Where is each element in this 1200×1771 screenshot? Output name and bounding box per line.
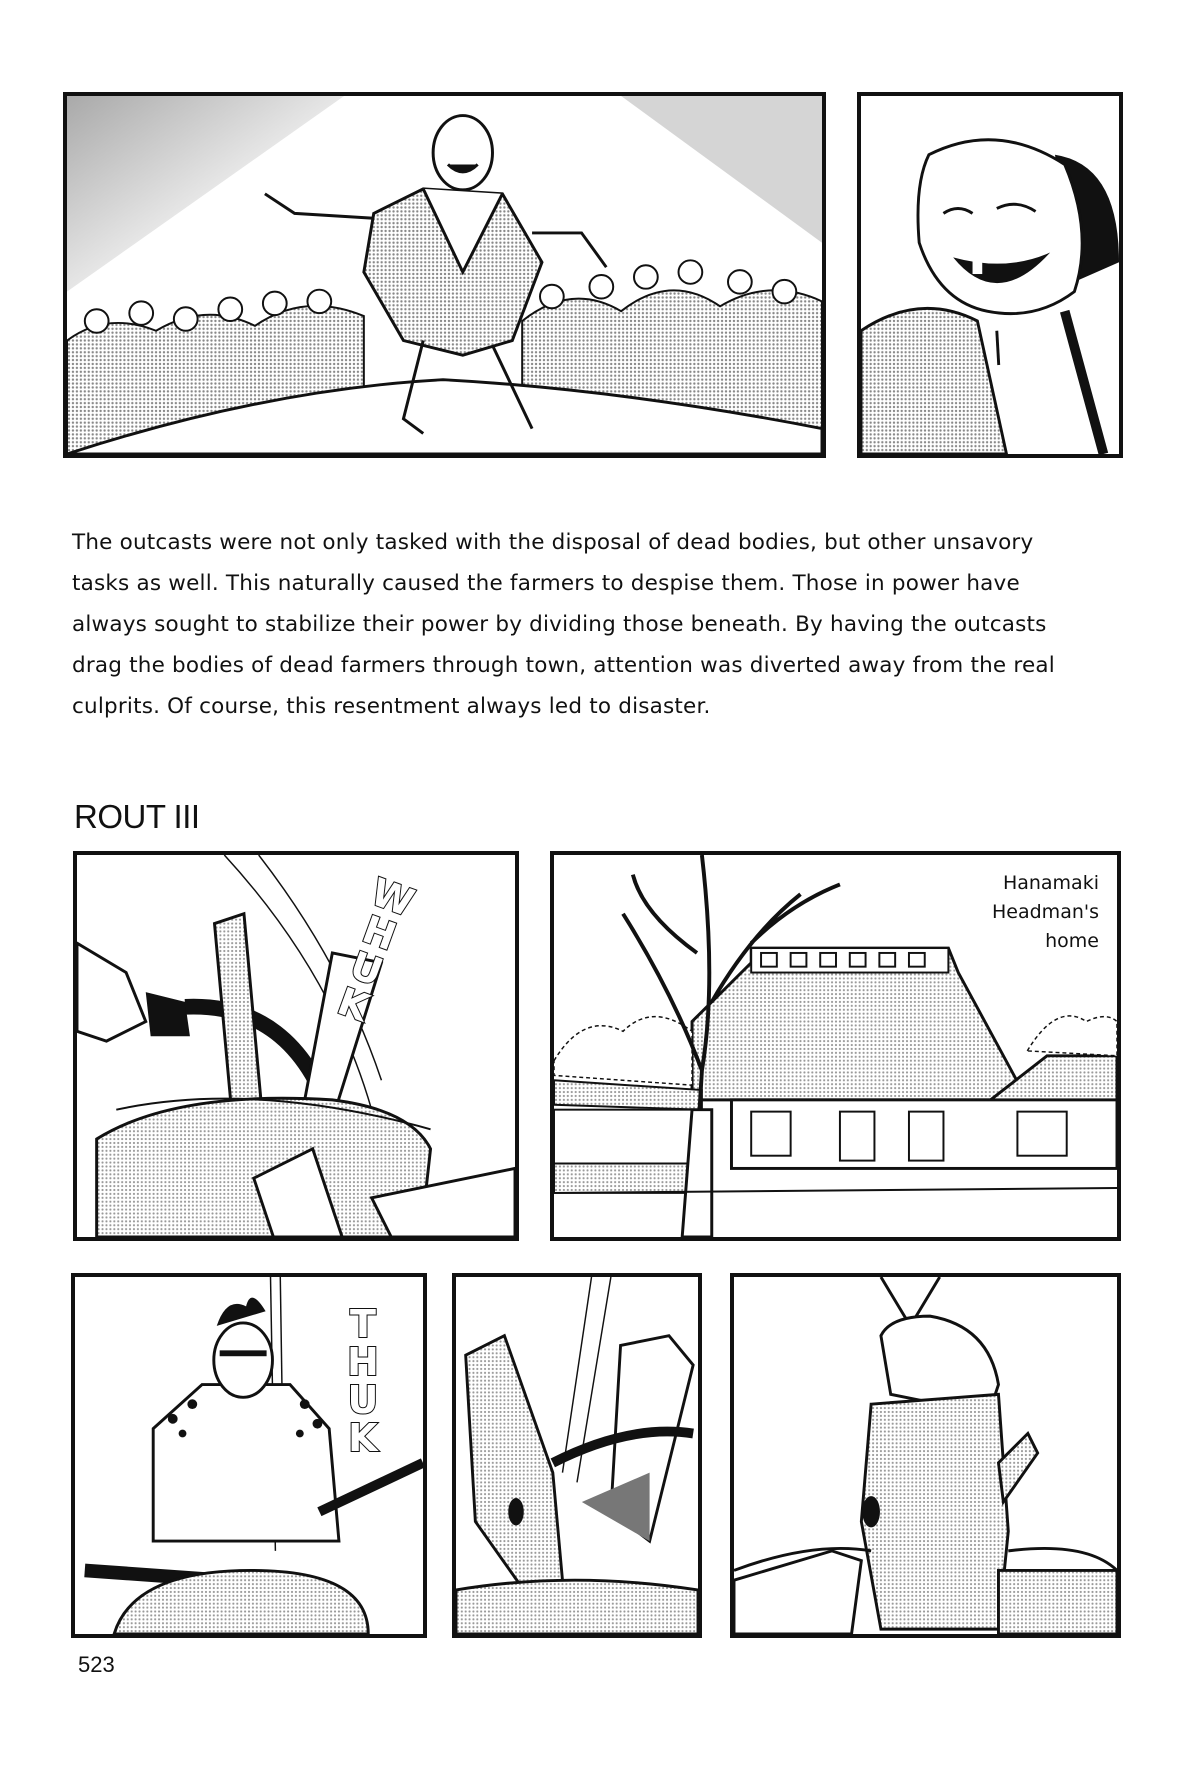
- narration-line: culprits. Of course, this resentment always led to disaster.: [72, 694, 711, 719]
- wood-chop-illustration: [77, 855, 515, 1237]
- narration-line: always sought to stabilize their power by dividing those beneath. By having the outcasts: [72, 612, 1047, 637]
- caption-line: Headman's: [992, 901, 1099, 923]
- crowd-dance-illustration: [67, 96, 822, 454]
- section-title: ROUT III: [74, 798, 200, 835]
- panel-samurai-chopping: [71, 1273, 427, 1638]
- sfx-letter: H: [356, 907, 402, 960]
- page-number: 523: [78, 1652, 115, 1677]
- location-caption: [992, 869, 1099, 956]
- panel-wood-split: [452, 1273, 702, 1638]
- grin-closeup-illustration: [861, 96, 1119, 454]
- narration-paragraph: [72, 522, 1122, 727]
- sfx-letter: K: [332, 978, 375, 1031]
- sfx-letter: K: [348, 1416, 378, 1460]
- panel-wood-placed: [730, 1273, 1121, 1638]
- wood-placed-illustration: [734, 1277, 1117, 1634]
- panel-crowd-dance: [63, 92, 826, 458]
- sfx-letter: U: [344, 942, 389, 995]
- caption-line: home: [1045, 930, 1099, 952]
- sfx-thuk: [347, 1302, 379, 1460]
- sfx-letter: T: [349, 1302, 376, 1346]
- sfx-letter: W: [365, 869, 420, 926]
- sfx-letter: U: [347, 1378, 379, 1422]
- panel-headman-home: [550, 851, 1121, 1241]
- narration-line: The outcasts were not only tasked with the disposal of dead bodies, but other unsavory: [72, 530, 1034, 555]
- wood-split-illustration: [456, 1277, 698, 1634]
- panel-grin-closeup: [857, 92, 1123, 458]
- caption-line: Hanamaki: [1002, 872, 1099, 894]
- panel-wood-chop: [73, 851, 519, 1241]
- narration-line: drag the bodies of dead farmers through town, attention was diverted away from the real: [72, 653, 1055, 678]
- sfx-letter: H: [347, 1340, 379, 1384]
- narration-line: tasks as well. This naturally caused the farmers to despise them. Those in power have: [72, 571, 1020, 596]
